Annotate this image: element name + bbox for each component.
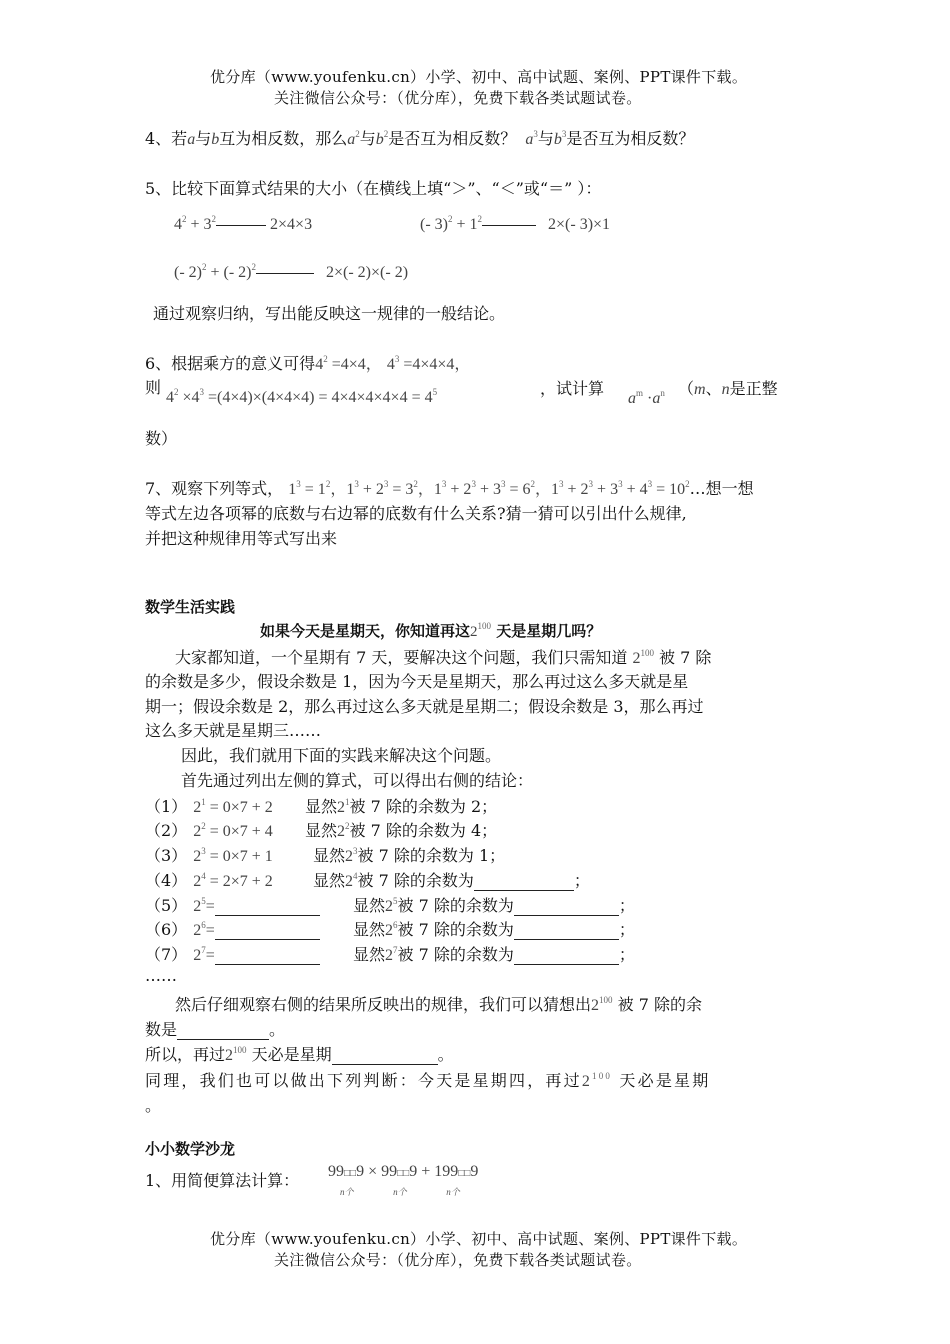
practice-row-conclusion: 显然$2^6$被 7 除的余数为 ； xyxy=(353,920,635,939)
question-7-line-3: 并把这种规律用等式写出来 xyxy=(145,529,338,548)
expression-2: (- $3)^2 + 1^2$ 2×(- 3)×1 xyxy=(420,214,611,233)
practice-row-conclusion: 显然$2^3$被 7 除的余数为 1； xyxy=(313,846,506,865)
question-5: 5、比较下面算式结果的大小（在横线上填“＞”、“＜”或“＝” ）： xyxy=(145,179,602,198)
question-4: 4、若a与b互为相反数，那么$a^2$与$b^2$是否互为相反数？ $a^3$与$b^3$是否互为相反数？ xyxy=(145,129,695,148)
practice-row-conclusion: 显然$2^7$被 7 除的余数为 ； xyxy=(353,945,635,964)
question-6-then: 则 xyxy=(145,378,162,397)
practice-paragraph-1-line-4: 这么多天就是星期三…… xyxy=(145,721,322,740)
conclusion-prompt: 通过观察归纳，写出能反映这一规律的一般结论。 xyxy=(153,304,506,323)
question-6-tail: 数） xyxy=(145,429,178,448)
answer-blank[interactable] xyxy=(332,1045,438,1065)
practice-row-conclusion: 显然$2^2$被 7 除的余数为 4； xyxy=(305,821,498,840)
question-6-line-1: 6、根据乘方的意义可得$4^2 =4\times 4$， $4^3 =4\times 4\times 4$， xyxy=(145,354,471,373)
answer-blank[interactable] xyxy=(215,945,320,965)
blank-line xyxy=(482,224,536,226)
practice-row-conclusion: 显然$2^1$被 7 除的余数为 2； xyxy=(305,797,498,816)
salon-question-1: 1、用简便算法计算： xyxy=(145,1171,300,1190)
answer-blank[interactable] xyxy=(215,920,320,940)
section-title-salon: 小小数学沙龙 xyxy=(145,1140,236,1158)
expression-1: $4^2 + 3^2$ 2×4×3 xyxy=(174,214,313,233)
answer-blank[interactable] xyxy=(474,871,574,891)
practice-row: （2） $2^2 = 0\times 7 + 4$ xyxy=(145,821,273,840)
practice-row: （5） $2^5=$ xyxy=(145,893,320,916)
practice-paragraph-5: 所以，再过$2^{100}$ 天必是星期 。 xyxy=(145,1045,454,1064)
practice-paragraph-3: 首先通过列出左侧的算式，可以得出右侧的结论： xyxy=(181,771,534,790)
salon-expression: 99□□9 n个 × 99□□9 n个 + 199□□9 n个 xyxy=(328,1163,479,1197)
answer-blank[interactable] xyxy=(514,920,619,940)
question-6-equation: $4^2 \times 4^3 =(4\times 4)\times(4\times 4\times 4) = 4\times 4\times 4\times 4\times 4 = 4^5$ xyxy=(166,387,438,406)
header-line-1: 优分库（www.youfenku.cn）小学、初中、高中试题、案例、PPT课件下载。 xyxy=(210,68,748,86)
practice-paragraph-1-line-2: 的余数是多少，假设余数是 1，因为今天是星期天，那么再过这么多天就是星 xyxy=(145,672,689,691)
answer-blank[interactable] xyxy=(215,896,320,916)
practice-row-conclusion: 显然$2^5$被 7 除的余数为 ； xyxy=(353,896,635,915)
question-6-am-an: $a^m \cdot a^n$ xyxy=(628,388,665,407)
practice-paragraph-4: 然后仔细观察右侧的结果所反映出的规律，我们可以猜想出$2^{100}$ 被 7 除的余 xyxy=(175,995,702,1014)
header-line-2: 关注微信公众号：（优分库），免费下载各类试题试卷。 xyxy=(274,89,642,107)
answer-blank[interactable] xyxy=(514,896,619,916)
practice-paragraph-4-line-2: 数是 。 xyxy=(145,1020,286,1039)
practice-paragraph-2: 因此，我们就用下面的实践来解决这个问题。 xyxy=(181,746,502,765)
practice-paragraph-6: 同理，我们也可以做出下列判断：今天是星期四，再过$2^{100}$ 天必是星期 xyxy=(145,1071,711,1090)
practice-paragraph-1-line-3: 期一；假设余数是 2，那么再过这么多天就是星期二；假设余数是 3，那么再过 xyxy=(145,697,704,716)
question-7-line-1: 7、观察下列等式， $1^3 = 1^2$，$1^3 + 2^3 = 3^2$，$1^3 + 2^3 + 3^3 = 6^2$，$1^3 + 2^3 + 3^3 + 4^3$ = $10^2\dots$想一想 xyxy=(145,479,754,498)
practice-row: （1） $2^1 = 0\times 7 + 2$ xyxy=(145,797,273,816)
ellipsis: …… xyxy=(145,966,177,985)
footer-line-1: 优分库（www.youfenku.cn）小学、初中、高中试题、案例、PPT课件下载。 xyxy=(210,1230,748,1248)
practice-row: （6） $2^6=$ xyxy=(145,917,320,940)
expression-3: (- 2)$^2$ + (- 2)$^2$ 2×(- 2)×(- 2) xyxy=(174,262,409,281)
practice-row-conclusion: 显然$2^4$被 7 除的余数为 ； xyxy=(313,871,590,890)
practice-row: （7） $2^7=$ xyxy=(145,942,320,965)
practice-title: 如果今天是星期天，你知道再这$2^{100}$ 天是星期几吗？ xyxy=(260,621,602,640)
section-title-practice: 数学生活实践 xyxy=(145,598,236,616)
practice-row: （4） $2^4 = 2\times 7 + 2$ xyxy=(145,871,273,890)
practice-paragraph-1: 大家都知道，一个星期有 7 天，要解决这个问题，我们只需知道 $2^{100}$ 被 7 除 xyxy=(175,648,712,667)
answer-blank[interactable] xyxy=(514,945,619,965)
footer-line-2: 关注微信公众号：（优分库），免费下载各类试题试卷。 xyxy=(274,1251,642,1269)
blank-line xyxy=(216,224,266,226)
question-7-line-2: 等式左边各项幂的底数与右边幂的底数有什么关系?猜一猜可以引出什么规律, xyxy=(145,504,687,523)
question-6-calc: ，试计算 xyxy=(540,379,605,398)
practice-row: （3） $2^3 = 0\times 7 + 1$ xyxy=(145,846,273,865)
answer-blank[interactable] xyxy=(177,1020,269,1040)
question-6-params: （m、n是正整 xyxy=(678,379,778,398)
blank-line xyxy=(256,272,314,274)
practice-paragraph-6-line-2: 。 xyxy=(145,1096,162,1115)
